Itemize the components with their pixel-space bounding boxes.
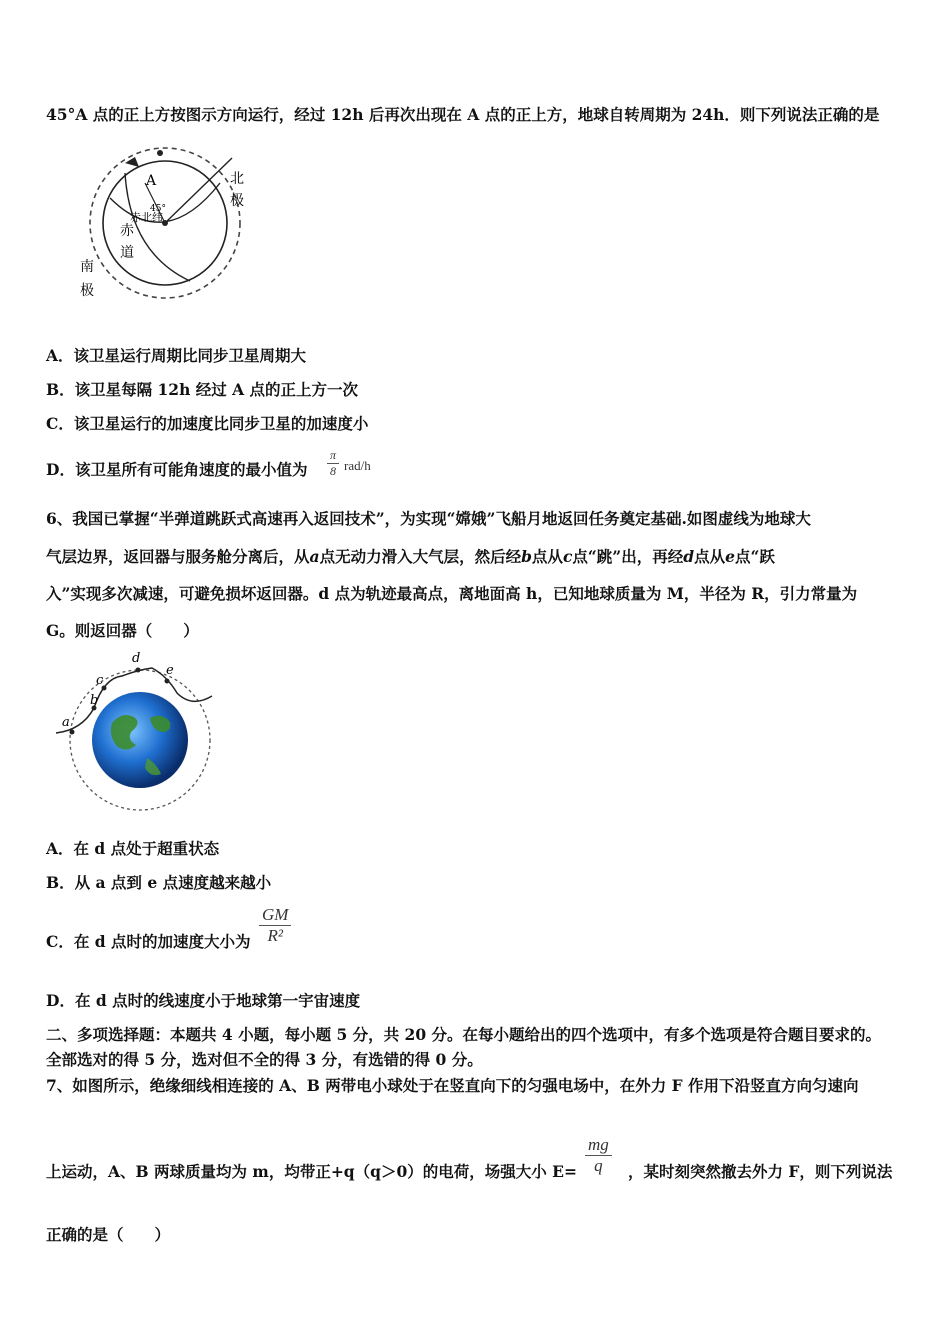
q5-option-d-unit: rad/h: [344, 458, 371, 473]
section2-line1: 二、多项选择题：本题共 4 小题，每小题 5 分，共 20 分。在每小题给出的四个选项中，有多个选项是符合题目要求的。: [46, 1025, 882, 1044]
q5-fig-label-line: 赤北纬: [130, 211, 163, 224]
earth-globe: [92, 692, 188, 788]
q5-option-d: [46, 458, 307, 480]
section2-line2: 全部选对的得 5 分，选对但不全的得 3 分，有选错的得 0 分。: [46, 1050, 483, 1069]
q7-line3: 正确的是（ ）: [46, 1225, 171, 1244]
q5-option-d-denominator: 8: [330, 464, 336, 478]
q5-fig-label-a: A: [146, 173, 157, 189]
q6-fig-label-e: e: [166, 663, 174, 678]
q7-line2-prefix: 上运动，A、B 两球质量均为 m，均带正+q（q＞0）的电荷，场强大小 E=: [46, 1162, 577, 1181]
q7-line1: 7、如图所示，绝缘细线相连接的 A、B 两带电小球处于在竖直向下的匀强电场中，在外力 F 作用下沿竖直方向匀速向: [46, 1076, 859, 1095]
q5-option-a: A．该卫星运行周期比同步卫星周期大: [46, 346, 307, 365]
q6-fig-label-c: c: [96, 673, 104, 688]
q5-fig-label-north: 北: [230, 171, 244, 187]
q5-stem: 45°A 点的正上方按图示方向运行，经过 12h 后再次出现在 A 点的正上方，地球自转周期为 24h．则下列说法正确的是: [46, 105, 880, 124]
q5-fig-label-south: 南: [80, 259, 94, 275]
q6-line4: G。则返回器（ ）: [46, 621, 199, 640]
q6-option-c-denominator: R²: [267, 926, 283, 945]
q7-field-denominator: q: [594, 1156, 603, 1175]
q6-line2: 气层边界，返回器与服务舱分离后，从a点无动力滑入大气层，然后经b点从c点“跳”出，再经d点从e点“跃: [46, 547, 775, 566]
q5-option-d-fraction: [327, 448, 339, 479]
q5-option-d-numerator: π: [327, 448, 339, 464]
satellite-orbit-figure: [70, 143, 260, 305]
q6-option-b: B．从 a 点到 e 点速度越来越小: [46, 873, 272, 892]
q6-fig-label-b: b: [90, 693, 99, 708]
q5-fig-label-45: 45°: [150, 204, 166, 214]
q5-option-b: B．该卫星每隔 12h 经过 A 点的正上方一次: [46, 380, 359, 399]
q6-line1: 6、我国已掌握“半弹道跳跃式高速再入返回技术”，为实现“嫦娥”飞船月地返回任务奠定基础.如图虚线为地球大: [46, 509, 811, 528]
q7-field-numerator: mg: [585, 1135, 612, 1156]
reentry-trajectory-figure: [52, 648, 217, 813]
q5-option-d-prefix: D．该卫星所有可能角速度的最小值为: [46, 460, 308, 479]
q6-line3: 入”实现多次减速，可避免损坏返回器。d 点为轨迹最高点，离地面高 h，已知地球质量为 M，半径为 R，引力常量为: [46, 584, 858, 603]
q7-line2-suffix: ，某时刻突然撤去外力 F，则下列说法: [628, 1162, 893, 1181]
q5-fig-label-pole2: 极: [80, 283, 94, 299]
q6-option-c-prefix: C．在 d 点时的加速度大小为: [46, 932, 251, 951]
q7-field-fraction: [585, 1135, 612, 1176]
q6-option-c-fraction: [259, 905, 291, 946]
q5-fig-label-pole1: 极: [230, 193, 244, 209]
q5-fig-label-equator1: 赤: [120, 223, 134, 239]
q6-fig-label-a: a: [62, 715, 70, 730]
q5-fig-label-equator2: 道: [120, 245, 134, 261]
q6-option-d: D．在 d 点时的线速度小于地球第一宇宙速度: [46, 991, 361, 1010]
q6-option-c-numerator: GM: [259, 905, 291, 926]
q5-option-c: C．该卫星运行的加速度比同步卫星的加速度小: [46, 414, 369, 433]
q6-option-a: A．在 d 点处于超重状态: [46, 839, 220, 858]
q6-fig-label-d: d: [132, 651, 141, 666]
